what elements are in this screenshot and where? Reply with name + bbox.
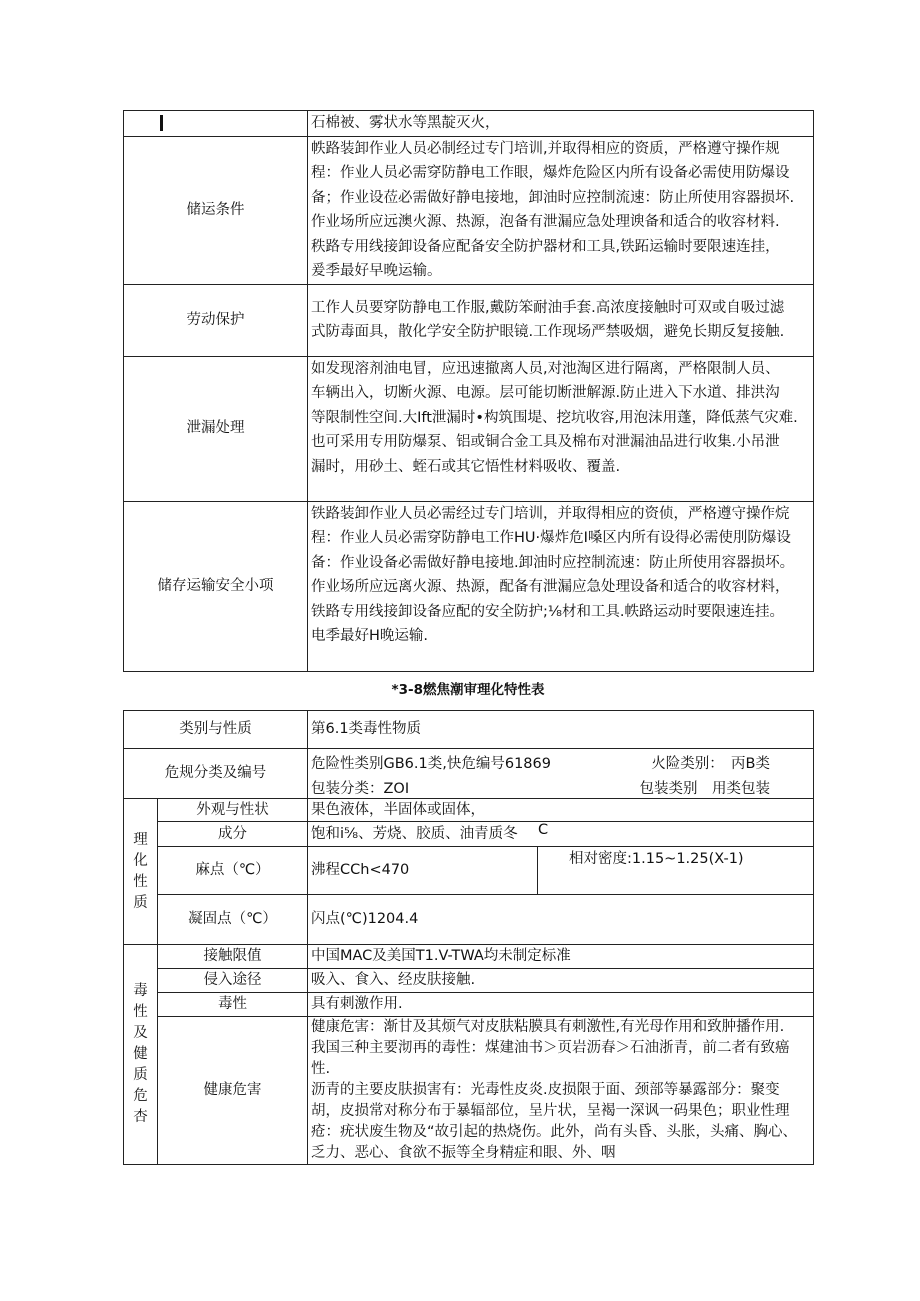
composition-mark: C: [538, 822, 549, 838]
table-caption: *3-8燃焦潮审理化特性表: [391, 682, 545, 698]
text-line: 作业场所应远离火源、热源，配备有泄漏应急处理设备和适合的收容材料，: [311, 579, 790, 595]
safety-label: 储存运输安全小项: [124, 501, 308, 671]
leak-content: [308, 356, 814, 501]
hazard-class: 危险性类别GB6.1类,快危编号61869: [311, 756, 551, 773]
text-line: 健康危害：渐甘及其烦气对皮肤粘膜具有刺激性,有光母作用和致肿播作用.: [311, 1019, 785, 1035]
cursor-bar: [160, 115, 163, 131]
safety-content: [308, 501, 814, 671]
freeze-point-label: 凝固点（℃）: [158, 895, 308, 945]
text-line: 秩路专用线接卸设备应配备安全防护器材和工具,铁跖运输时要限速连挂，: [311, 238, 780, 255]
storage-content: [308, 136, 814, 284]
text-line: 程：作业人员必需穿防静电工作眼，爆炸危险区内所有设备必需使用防爆设: [311, 165, 790, 181]
health-label: 健康危害: [158, 1017, 308, 1165]
text-line: 备；作业设莅必需做好静电接地，卸油时应控制流速：防止所使用容器损坏.: [311, 189, 795, 206]
route-value: 吸入、食入、经皮肤接触.: [308, 969, 814, 993]
appearance-value: 果色液体，半固体或固体，: [308, 799, 814, 822]
health-content: [308, 1017, 814, 1165]
composition-value: 饱和i⅝、芳烧、胶质、油青质冬: [308, 822, 814, 847]
package-category: 包装类别 用类包装: [639, 780, 770, 795]
text-line: 车辆出入，切断火源、电源。层可能切断泄解源.防止进入下水道、排洪沟: [311, 385, 780, 401]
storage-label: 储运条件: [124, 136, 308, 284]
text-line: 我国三种主要沏再的毒性：煤建油书＞页岩沥春＞石油浙青，前二者有致癌: [311, 1040, 790, 1056]
storage-table: [123, 110, 814, 672]
text-line: 疮：疣状废生物及“故引起的热烧伤。此外，尚有头昏、头胀，头痛、胸心、: [311, 1124, 798, 1140]
contact-limit-label: 接触限值: [158, 945, 308, 969]
row0-label-cell: [124, 111, 308, 137]
text-line: 沥青的主要皮肤损害有：光毒性皮炎.皮损限于面、颈部等暴露部分：聚变: [311, 1082, 780, 1098]
text-line: 工作人员要穿防静电工作服,戴防笨耐油手套.高浓度接触时可双或自吸过滤: [311, 299, 785, 316]
text-line: 漏时，用砂土、蛭石或其它悟性材料吸收、覆盖.: [311, 458, 621, 475]
text-line: 帙路装卸作业人员必制经过专门培训,并取得相应的资质，严格遵守操作规: [311, 140, 780, 157]
text-line: 等限制性空间.大Ift泄漏时•构筑围堤、挖坑收容,用泡沫用蓬，降低蒸气灾难.: [311, 409, 798, 426]
appearance-label: 外观与性状: [158, 799, 308, 822]
hazard-label: 危规分类及编号: [124, 749, 308, 799]
physchem-group-label: 理化性质: [124, 799, 158, 945]
package-class: 包装分类：ZOI: [311, 780, 410, 795]
fire-class: 火险类别： 丙B类: [651, 756, 770, 773]
text-line: 乏力、恶心、食欲不振等全身精症和眼、外、咽: [311, 1145, 616, 1161]
hazard-value: [308, 749, 814, 799]
composition-label: 成分: [158, 822, 308, 847]
boiling-range-value: 沸程CCh<470: [308, 847, 538, 895]
hemp-point-label: 麻点（℃）: [158, 847, 308, 895]
text-line: 铁路装卸作业人员必需经过专门培训，并取得相应的资侦，严格遵守操作烷: [311, 505, 790, 522]
text-line: 式防毒面具，散化学安全防护眼镜.工作现场严禁吸烟，避免长期反复接触.: [311, 324, 785, 340]
text-line: 铁路专用线接卸设备应配的安全防护;⅛材和工具.帙路运动时要限速连挂。: [311, 603, 785, 620]
toxic-group-label: 毒性及健质危杏: [124, 945, 158, 1165]
leak-label: 泄漏处理: [124, 356, 308, 501]
toxicity-label: 毒性: [158, 993, 308, 1017]
contact-limit-value: 中国MAC及美国T1.V-TWA均未制定标准: [308, 945, 814, 969]
text-line: 程：作业人员必需穿防静电工作HU·爆炸危I嗓区内所有设得必需使刖防爆设: [311, 530, 791, 546]
text-line: 性.: [311, 1061, 331, 1077]
density-value: 相对密度:1.15~1.25(X-1): [538, 847, 814, 895]
toxicity-value: 具有刺激作用.: [308, 993, 814, 1017]
text-line: 作业场所应远澳火源、热源，泡备有泄漏应急处理谀备和适合的收容材料.: [311, 214, 780, 230]
row0-text: 石棉被、雾状水等黑靛灭火，: [308, 111, 814, 137]
flash-point-value: 闪点(℃)1204.4: [308, 895, 814, 945]
category-value: 第6.1类毒性物质: [308, 711, 814, 749]
text-line: 电季最好H晚运输.: [311, 628, 429, 644]
properties-table: [123, 710, 814, 1165]
text-line: 备：作业设备必需做好静电接地.卸油时应控制流速：防止所使用容器损坏。: [311, 554, 795, 571]
text-line: 如发现溶剂油电冒，应迅速撤离人员,对池淘区进行隔离，严格限制人员、: [311, 360, 780, 377]
labor-content: [308, 284, 814, 356]
text-line: 爰季最好早晚运输。: [311, 263, 442, 279]
labor-label: 劳动保护: [124, 284, 308, 356]
text-line: 胡，皮损常对称分布于暴辐部位，呈片状，呈褐一深讽一码果色；职业性理: [311, 1103, 790, 1119]
route-label: 侵入途径: [158, 969, 308, 993]
category-label: 类别与性质: [124, 711, 308, 749]
text-line: 也可采用专用防爆泵、铝或铜合金工具及棉布对泄漏油品进行收集.小吊泄: [311, 434, 780, 450]
